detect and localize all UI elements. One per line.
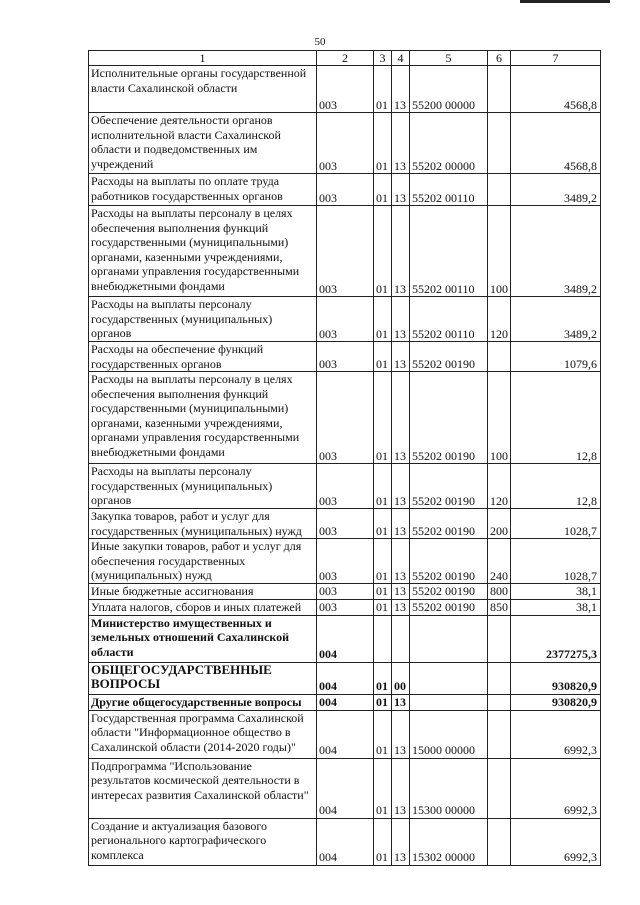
row-name: Иные бюджетные ассигнования xyxy=(89,584,317,600)
row-code-6 xyxy=(488,113,511,174)
row-code-4: 13 xyxy=(392,174,410,206)
row-amount: 12,8 xyxy=(511,464,601,509)
row-code-6: 200 xyxy=(488,509,511,539)
col-header: 4 xyxy=(392,51,410,66)
row-amount: 6992,3 xyxy=(511,710,601,758)
row-code-4: 13 xyxy=(392,509,410,539)
row-code-4: 13 xyxy=(392,539,410,584)
row-name: Уплата налогов, сборов и иных платежей xyxy=(89,599,317,615)
row-code-2: 003 xyxy=(317,66,374,113)
col-header: 6 xyxy=(488,51,511,66)
row-code-3: 01 xyxy=(374,372,392,464)
row-code-4: 13 xyxy=(392,464,410,509)
row-name: Расходы на выплаты персоналу в целях обеспечения выполнения функций государственными (муниципальными) органами, казенными учреждениями, органами управления государственными внебюджетными фондами xyxy=(89,206,317,297)
row-code-2: 003 xyxy=(317,509,374,539)
row-code-5: 55202 00190 xyxy=(410,372,488,464)
row-name: Расходы на обеспечение функций государственных органов xyxy=(89,342,317,372)
row-name: Закупка товаров, работ и услуг для государственных (муниципальных) нужд xyxy=(89,509,317,539)
col-header: 1 xyxy=(89,51,317,66)
row-code-3: 01 xyxy=(374,113,392,174)
row-code-5: 55200 00000 xyxy=(410,66,488,113)
col-header: 7 xyxy=(511,51,601,66)
table-row xyxy=(89,539,601,584)
row-code-5: 55202 00190 xyxy=(410,539,488,584)
row-code-6: 100 xyxy=(488,206,511,297)
row-code-3: 01 xyxy=(374,818,392,865)
row-code-6: 120 xyxy=(488,464,511,509)
row-code-2: 003 xyxy=(317,539,374,584)
row-code-3: 01 xyxy=(374,539,392,584)
corner-mark xyxy=(520,0,610,9)
row-name: Создание и актуализация базового регионального картографического комплекса xyxy=(89,818,317,865)
row-code-4: 13 xyxy=(392,66,410,113)
row-code-2: 003 xyxy=(317,584,374,600)
row-code-5: 15300 00000 xyxy=(410,758,488,818)
row-amount: 930820,9 xyxy=(511,694,601,710)
row-amount: 4568,8 xyxy=(511,66,601,113)
row-code-5: 15000 00000 xyxy=(410,710,488,758)
row-name: Расходы на выплаты персоналу государственных (муниципальных) органов xyxy=(89,297,317,342)
row-code-5: 55202 00190 xyxy=(410,464,488,509)
row-code-3: 01 xyxy=(374,584,392,600)
row-name: Другие общегосударственные вопросы xyxy=(89,694,317,710)
col-header: 2 xyxy=(317,51,374,66)
table-row xyxy=(89,174,601,206)
table-row xyxy=(89,599,601,615)
row-code-6 xyxy=(488,662,511,694)
row-name: Расходы на выплаты персоналу государственных (муниципальных) органов xyxy=(89,464,317,509)
row-code-5: 15302 00000 xyxy=(410,818,488,865)
row-amount: 1028,7 xyxy=(511,509,601,539)
row-code-5: 55202 00110 xyxy=(410,206,488,297)
row-code-3: 01 xyxy=(374,599,392,615)
row-amount: 6992,3 xyxy=(511,758,601,818)
row-code-2: 003 xyxy=(317,206,374,297)
row-amount: 3489,2 xyxy=(511,206,601,297)
row-code-4: 00 xyxy=(392,662,410,694)
row-code-4: 13 xyxy=(392,297,410,342)
row-amount: 2377275,3 xyxy=(511,615,601,662)
row-code-3: 01 xyxy=(374,206,392,297)
row-code-2: 003 xyxy=(317,174,374,206)
row-name: Государственная программа Сахалинской области "Информационное общество в Сахалинской области (2014-2020 годы)" xyxy=(89,710,317,758)
table-row xyxy=(89,66,601,113)
row-code-6 xyxy=(488,342,511,372)
row-code-3: 01 xyxy=(374,509,392,539)
row-code-5: 55202 00110 xyxy=(410,174,488,206)
table-row xyxy=(89,297,601,342)
row-code-6: 850 xyxy=(488,599,511,615)
row-code-4: 13 xyxy=(392,342,410,372)
table-row xyxy=(89,662,601,694)
row-code-5 xyxy=(410,694,488,710)
row-code-3: 01 xyxy=(374,174,392,206)
row-code-5: 55202 00110 xyxy=(410,297,488,342)
row-code-6 xyxy=(488,758,511,818)
row-amount: 6992,3 xyxy=(511,818,601,865)
row-code-3: 01 xyxy=(374,464,392,509)
row-name: Обеспечение деятельности органов исполнительной власти Сахалинской области и подведомственных им учреждений xyxy=(89,113,317,174)
row-name: Министерство имущественных и земельных отношений Сахалинской области xyxy=(89,615,317,662)
row-code-2: 003 xyxy=(317,342,374,372)
row-code-6 xyxy=(488,66,511,113)
row-name: Исполнительные органы государственной власти Сахалинской области xyxy=(89,66,317,113)
row-amount: 930820,9 xyxy=(511,662,601,694)
row-code-5: 55202 00190 xyxy=(410,509,488,539)
row-code-4: 13 xyxy=(392,758,410,818)
table-row xyxy=(89,113,601,174)
row-code-6 xyxy=(488,818,511,865)
row-code-3: 01 xyxy=(374,758,392,818)
row-code-3 xyxy=(374,615,392,662)
row-code-3: 01 xyxy=(374,710,392,758)
row-code-4: 13 xyxy=(392,113,410,174)
table-row xyxy=(89,342,601,372)
row-code-2: 004 xyxy=(317,615,374,662)
row-amount: 3489,2 xyxy=(511,297,601,342)
row-code-6: 100 xyxy=(488,372,511,464)
col-header: 5 xyxy=(410,51,488,66)
table-row xyxy=(89,584,601,600)
row-amount: 4568,8 xyxy=(511,113,601,174)
col-header: 3 xyxy=(374,51,392,66)
table-row xyxy=(89,509,601,539)
table-row xyxy=(89,710,601,758)
row-code-4: 13 xyxy=(392,206,410,297)
row-code-2: 003 xyxy=(317,464,374,509)
table-row xyxy=(89,694,601,710)
row-code-6 xyxy=(488,710,511,758)
row-code-2: 003 xyxy=(317,297,374,342)
row-amount: 1079,6 xyxy=(511,342,601,372)
header-row xyxy=(89,51,601,66)
row-name: Иные закупки товаров, работ и услуг для обеспечения государственных (муниципальных) нужд xyxy=(89,539,317,584)
row-amount: 1028,7 xyxy=(511,539,601,584)
row-code-5: 55202 00000 xyxy=(410,113,488,174)
row-amount: 38,1 xyxy=(511,584,601,600)
row-code-5 xyxy=(410,615,488,662)
row-code-4: 13 xyxy=(392,710,410,758)
table-row xyxy=(89,372,601,464)
table-row xyxy=(89,615,601,662)
row-code-2: 003 xyxy=(317,599,374,615)
row-code-4: 13 xyxy=(392,584,410,600)
row-code-3: 01 xyxy=(374,662,392,694)
row-code-2: 004 xyxy=(317,662,374,694)
row-code-5: 55202 00190 xyxy=(410,584,488,600)
row-code-4: 13 xyxy=(392,818,410,865)
row-code-3: 01 xyxy=(374,297,392,342)
row-code-6 xyxy=(488,174,511,206)
table-row xyxy=(89,758,601,818)
row-code-4: 13 xyxy=(392,372,410,464)
row-code-6: 120 xyxy=(488,297,511,342)
row-code-5: 55202 00190 xyxy=(410,342,488,372)
row-code-3: 01 xyxy=(374,694,392,710)
row-code-3: 01 xyxy=(374,342,392,372)
table-row xyxy=(89,818,601,865)
row-code-4: 13 xyxy=(392,599,410,615)
row-code-2: 003 xyxy=(317,113,374,174)
row-code-2: 004 xyxy=(317,818,374,865)
row-code-5: 55202 00190 xyxy=(410,599,488,615)
row-code-5 xyxy=(410,662,488,694)
row-code-3: 01 xyxy=(374,66,392,113)
row-name: Подпрограмма "Использование результатов космической деятельности в интересах развития Сахалинской области" xyxy=(89,758,317,818)
row-code-2: 003 xyxy=(317,372,374,464)
row-name: ОБЩЕГОСУДАРСТВЕННЫЕ ВОПРОСЫ xyxy=(89,662,317,694)
row-code-6: 240 xyxy=(488,539,511,584)
page-number: 50 xyxy=(314,36,326,48)
row-code-4: 13 xyxy=(392,694,410,710)
row-code-2: 004 xyxy=(317,710,374,758)
row-name: Расходы на выплаты по оплате труда работников государственных органов xyxy=(89,174,317,206)
row-amount: 12,8 xyxy=(511,372,601,464)
row-code-6: 800 xyxy=(488,584,511,600)
row-code-2: 004 xyxy=(317,694,374,710)
table-row xyxy=(89,206,601,297)
table-row xyxy=(89,464,601,509)
budget-table xyxy=(88,50,601,866)
row-code-4 xyxy=(392,615,410,662)
row-code-2: 004 xyxy=(317,758,374,818)
row-name: Расходы на выплаты персоналу в целях обеспечения выполнения функций государственными (муниципальными) органами, казенными учреждениями, органами управления государственными внебюджетными фондами xyxy=(89,372,317,464)
row-code-6 xyxy=(488,694,511,710)
row-amount: 3489,2 xyxy=(511,174,601,206)
row-amount: 38,1 xyxy=(511,599,601,615)
row-code-6 xyxy=(488,615,511,662)
